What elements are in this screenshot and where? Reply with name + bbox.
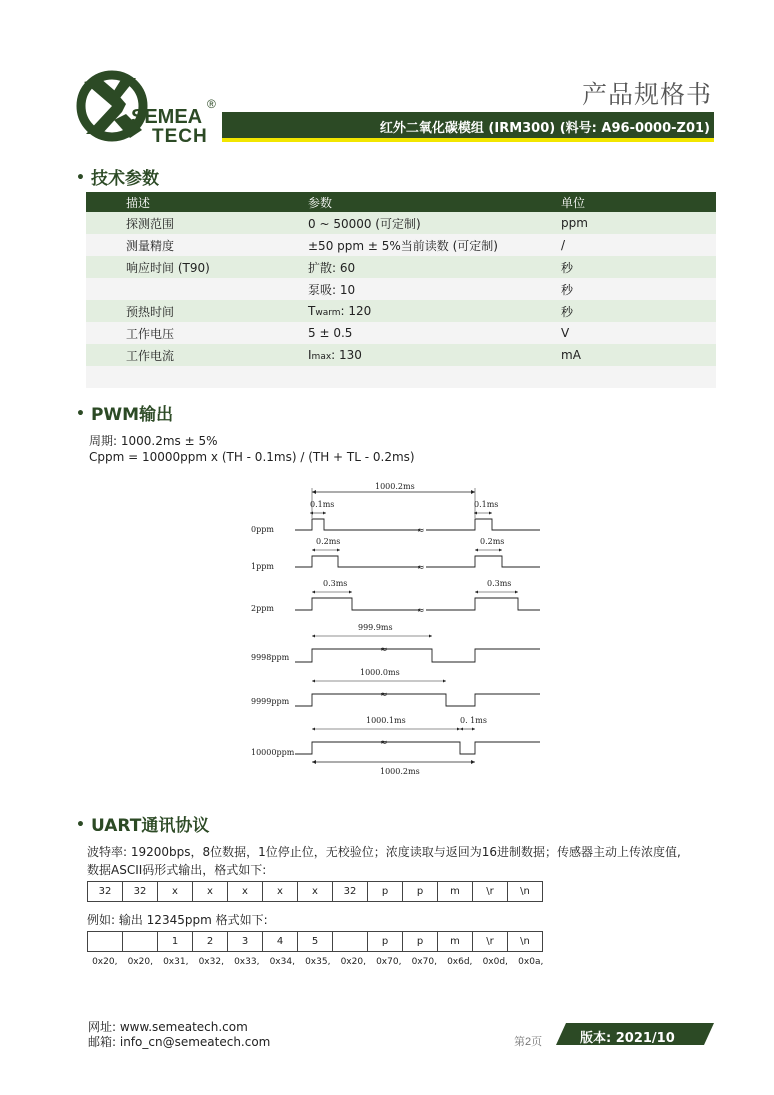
svg-text:0.2ms: 0.2ms	[480, 537, 505, 546]
header-desc: 描述	[126, 192, 308, 212]
row-label-10000ppm: 10000ppm	[251, 748, 295, 757]
table-row: 工作电流 Imax: 130 mA	[86, 344, 716, 366]
table-row: 工作电压 5 ± 0.5 V	[86, 322, 716, 344]
uart-desc-line1: 波特率: 19200bps，8位数据，1位停止位，无校验位；浓度读取与返回为16进制数据；传感器主动上传浓度值,	[87, 845, 681, 859]
table-row: 探测范围 0 ~ 50000 (可定制) ppm	[86, 212, 716, 234]
product-line: 红外二氧化碳模组 (IRM300) (料号: A96-0000-Z01)	[379, 121, 710, 136]
brand-line1: SEMEA	[131, 106, 203, 128]
svg-text:0.2ms: 0.2ms	[316, 537, 341, 546]
svg-text:0. 1ms: 0. 1ms	[460, 716, 487, 725]
svg-text:0.3ms: 0.3ms	[487, 579, 512, 588]
company-logo	[74, 68, 234, 148]
table-row: 测量精度 ±50 ppm ± 5%当前读数 (可定制) /	[86, 234, 716, 256]
period-label-bottom: 1000.2ms	[380, 767, 420, 776]
uart-example-hex: 0x20, 0x20, 0x31, 0x32, 0x33, 0x34, 0x35, 0x20, 0x70, 0x70, 0x6d, 0x0d, 0x0a,	[92, 957, 544, 967]
svg-text:0.3ms: 0.3ms	[323, 579, 348, 588]
document-title: 产品规格书	[581, 80, 712, 109]
footer-website: 网址: www.semeatech.com	[88, 1020, 248, 1034]
table-row: 泵吸: 10 秒	[86, 278, 716, 300]
uart-example-label: 例如: 输出 12345ppm 格式如下:	[87, 913, 268, 927]
pwm-formula: Cppm = 10000ppm x (TH - 0.1ms) / (TH + TL - 0.2ms)	[89, 450, 415, 464]
svg-text:0.1ms: 0.1ms	[474, 500, 499, 509]
bullet: •	[76, 170, 85, 186]
svg-text:≈: ≈	[380, 645, 388, 655]
row-label-0ppm: 0ppm	[251, 525, 274, 534]
header-yellow-bar	[222, 138, 714, 142]
section-uart-title: UART通讯协议	[90, 816, 210, 836]
footer-email: 邮箱: info_cn@semeatech.com	[88, 1035, 271, 1049]
header-unit: 单位	[561, 192, 716, 212]
table-row: 响应时间 (T90) 扩散: 60 秒	[86, 256, 716, 278]
signal-9999ppm	[295, 694, 540, 706]
page-number: 第2页	[514, 1036, 543, 1048]
uart-desc-line2: 数据ASCII码形式输出，格式如下:	[87, 863, 267, 877]
section-pwm-title: PWM输出	[90, 405, 174, 425]
svg-text:≈: ≈	[417, 606, 425, 616]
period-label-top: 1000.2ms	[375, 482, 415, 491]
params-table	[86, 192, 716, 388]
pwm-period: 周期: 1000.2ms ± 5%	[89, 434, 218, 448]
row-label-2ppm: 2ppm	[251, 604, 274, 613]
registered-mark: ®	[207, 97, 216, 111]
table-header-row	[86, 192, 716, 212]
table-row: 32 32 x x x x x 32 p p m \r \n	[88, 882, 543, 902]
svg-text:1000.0ms: 1000.0ms	[360, 668, 400, 677]
table-row: 预热时间 Twarm: 120 秒	[86, 300, 716, 322]
row-label-1ppm: 1ppm	[251, 562, 274, 571]
svg-text:≈: ≈	[380, 690, 388, 700]
signal-10000ppm	[295, 742, 540, 754]
svg-text:≈: ≈	[417, 563, 425, 573]
uart-example-table	[87, 931, 543, 952]
section-tech-title: 技术参数	[90, 169, 159, 189]
row-label-9998ppm: 9998ppm	[251, 653, 290, 662]
svg-text:1000.1ms: 1000.1ms	[366, 716, 406, 725]
section-uart-heading: • UART通讯协议	[76, 816, 210, 836]
table-row-empty	[86, 366, 716, 388]
section-pwm-heading: • PWM输出	[76, 405, 174, 425]
svg-text:≈: ≈	[417, 526, 425, 536]
row-label-9999ppm: 9999ppm	[251, 697, 290, 706]
svg-text:999.9ms: 999.9ms	[358, 623, 393, 632]
version-text: 版本: 2021/10	[580, 1031, 675, 1046]
svg-text:0.1ms: 0.1ms	[310, 500, 335, 509]
pwm-timing-diagram	[240, 478, 550, 783]
svg-text:≈: ≈	[380, 738, 388, 748]
signal-9998ppm	[295, 649, 540, 662]
brand-line2: TECH	[152, 126, 208, 147]
section-tech-heading	[76, 164, 159, 189]
uart-format-table	[87, 881, 543, 902]
table-row: 1 2 3 4 5 p p m \r \n	[88, 932, 543, 952]
header-param: 参数	[308, 192, 561, 212]
